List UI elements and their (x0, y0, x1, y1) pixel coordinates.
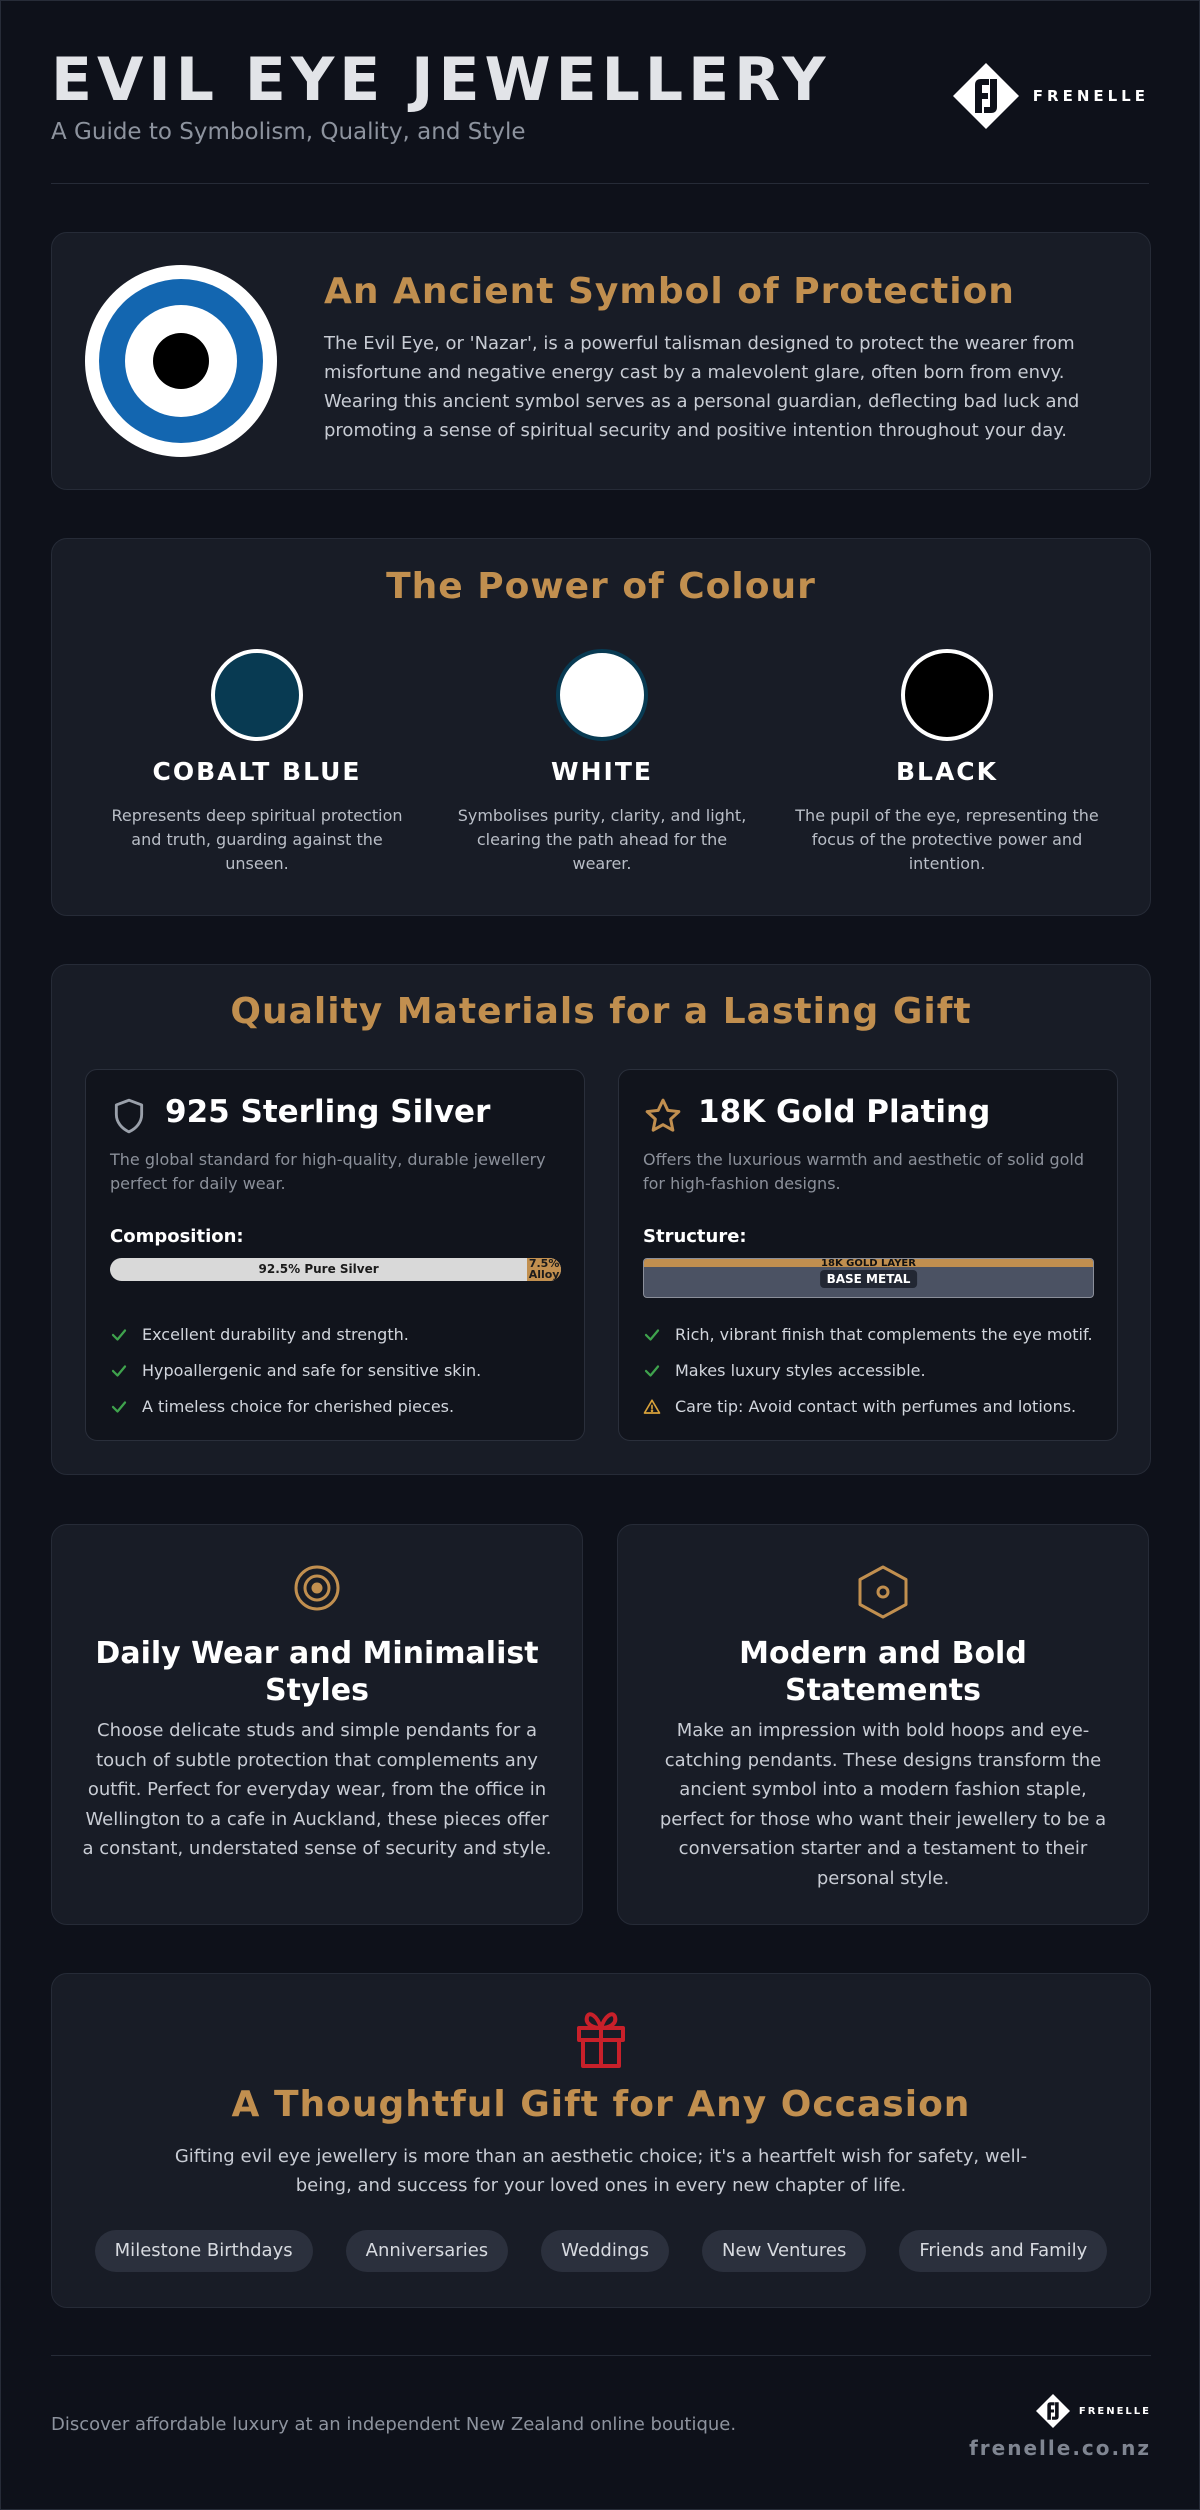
footer (51, 2355, 1151, 2496)
gift-icon-wrap (52, 2010, 1150, 2072)
feature-text: Hypoallergenic and safe for sensitive skin. (142, 1361, 482, 1380)
star-icon (643, 1096, 683, 1136)
daily-wear-text: Choose delicate studs and simple pendants for a touch of subtle protection that complements any outfit. Perfect for everyday wear, from the office in Wellington to a cafe in Auckland, these pieces offer a constant, understated sense of security and style. (82, 1720, 552, 1859)
colour-description: The pupil of the eye, representing the focus of the protective power and intention. (795, 806, 1099, 873)
composition-label: Composition: (110, 1226, 244, 1247)
bold-statements-text: Make an impression with bold hoops and eye-catching pendants. These designs transform the ancient symbol into a modern fashion staple, perfect for those who want their jewellery to be a conversation starter and a testament to their personal style. (659, 1720, 1107, 1889)
shield-icon (110, 1096, 148, 1136)
colour-name: WHITE (551, 757, 653, 786)
gold-layer: 18K GOLD LAYER (644, 1259, 1093, 1267)
silver-description: The global standard for high-quality, durable jewellery perfect for daily wear. (110, 1150, 546, 1193)
black-swatch (901, 649, 993, 741)
alloy-segment: 7.5% Alloy (528, 1258, 560, 1281)
frenelle-diamond-logo-icon (1036, 2394, 1070, 2428)
occasion-tag[interactable]: Anniversaries (346, 2230, 509, 2272)
gift-title: A Thoughtful Gift for Any Occasion (231, 2084, 971, 2125)
materials-title: Quality Materials for a Lasting Gift (230, 991, 972, 1032)
brand-name: FRENELLE (1032, 87, 1149, 105)
feature-item (643, 1361, 1103, 1380)
colour-black (787, 649, 1107, 876)
silver-card (85, 1069, 585, 1441)
colour-cobalt-blue (97, 649, 417, 876)
structure-label: Structure: (643, 1226, 747, 1247)
hexagon-icon (857, 1564, 909, 1620)
cobalt-blue-swatch (211, 649, 303, 741)
protection-title: An Ancient Symbol of Protection (324, 271, 1015, 312)
white-swatch (556, 649, 648, 741)
feature-text: Makes luxury styles accessible. (675, 1361, 926, 1380)
colour-white (442, 649, 762, 876)
brand-logo[interactable] (953, 63, 1149, 129)
colour-title: The Power of Colour (386, 566, 816, 607)
feature-item (643, 1325, 1103, 1344)
colour-description: Symbolises purity, clarity, and light, clearing the path ahead for the wearer. (457, 806, 747, 873)
gift-section (51, 1973, 1151, 2308)
silver-title: 925 Sterling Silver (165, 1094, 491, 1130)
warning-icon (643, 1398, 661, 1416)
check-icon (643, 1362, 661, 1380)
pure-silver-segment: 92.5% Pure Silver (258, 1262, 379, 1276)
footer-url-link[interactable]: frenelle.co.nz (969, 2436, 1151, 2460)
check-icon (110, 1398, 128, 1416)
occasion-tag[interactable]: New Ventures (702, 2230, 866, 2272)
occasion-tag[interactable]: Friends and Family (899, 2230, 1107, 2272)
evil-eye-icon (85, 265, 277, 457)
occasion-tag[interactable]: Milestone Birthdays (95, 2230, 313, 2272)
gold-description: Offers the luxurious warmth and aesthetic of solid gold for high-fashion designs. (643, 1150, 1084, 1193)
footer-brand-logo[interactable] (1036, 2394, 1151, 2428)
base-metal-label: BASE METAL (820, 1270, 918, 1288)
occasion-tags (52, 2230, 1150, 2272)
footer-brand-name: FRENELLE (1078, 2405, 1151, 2417)
check-icon (110, 1362, 128, 1380)
feature-item (110, 1361, 570, 1380)
gift-text: Gifting evil eye jewellery is more than an aesthetic choice; it's a heartfelt wish for safety, well-being, and success for your loved ones in every new chapter of life. (174, 2146, 1028, 2196)
colour-name: BLACK (895, 757, 999, 786)
gold-card (618, 1069, 1118, 1441)
protection-section (51, 232, 1151, 490)
daily-wear-title: Daily Wear and Minimalist Styles (95, 1636, 539, 1708)
frenelle-diamond-logo-icon (953, 63, 1019, 129)
feature-text: Excellent durability and strength. (142, 1325, 409, 1344)
feature-item (643, 1397, 1103, 1416)
target-icon (293, 1564, 341, 1612)
page-title: EVIL EYE JEWELLERY (51, 45, 831, 115)
gift-icon (575, 2010, 627, 2068)
warning-text: Care tip: Avoid contact with perfumes and lotions. (675, 1397, 1077, 1416)
target-icon-wrap (52, 1564, 582, 1616)
footer-text: Discover affordable luxury at an independent New Zealand online boutique. (51, 2414, 737, 2435)
gold-title: 18K Gold Plating (698, 1094, 991, 1130)
protection-text: The Evil Eye, or 'Nazar', is a powerful talisman designed to protect the wearer from misfortune and negative energy cast by a malevolent glare, often born from envy. Wearing this ancient symbol serves as a personal guardian, deflecting bad luck and promoting a sense of spiritual security and positive intention throughout your day. (324, 333, 1080, 441)
check-icon (643, 1326, 661, 1344)
colour-description: Represents deep spiritual protection and truth, guarding against the unseen. (111, 806, 403, 873)
hexagon-icon-wrap (618, 1564, 1148, 1624)
feature-text: A timeless choice for cherished pieces. (142, 1397, 455, 1416)
page-subtitle: A Guide to Symbolism, Quality, and Style (51, 119, 526, 145)
structure-diagram (643, 1258, 1094, 1298)
header (51, 1, 1149, 184)
colour-name: COBALT BLUE (152, 757, 362, 786)
composition-bar (110, 1258, 561, 1281)
materials-section (51, 964, 1151, 1475)
colour-section (51, 538, 1151, 916)
feature-item (110, 1397, 570, 1416)
feature-text: Rich, vibrant finish that complements the eye motif. (675, 1325, 1093, 1344)
bold-statements-card (617, 1524, 1149, 1925)
check-icon (110, 1326, 128, 1344)
occasion-tag[interactable]: Weddings (541, 2230, 669, 2272)
bold-statements-title: Modern and Bold Statements (739, 1636, 1027, 1708)
daily-wear-card (51, 1524, 583, 1925)
feature-item (110, 1325, 570, 1344)
